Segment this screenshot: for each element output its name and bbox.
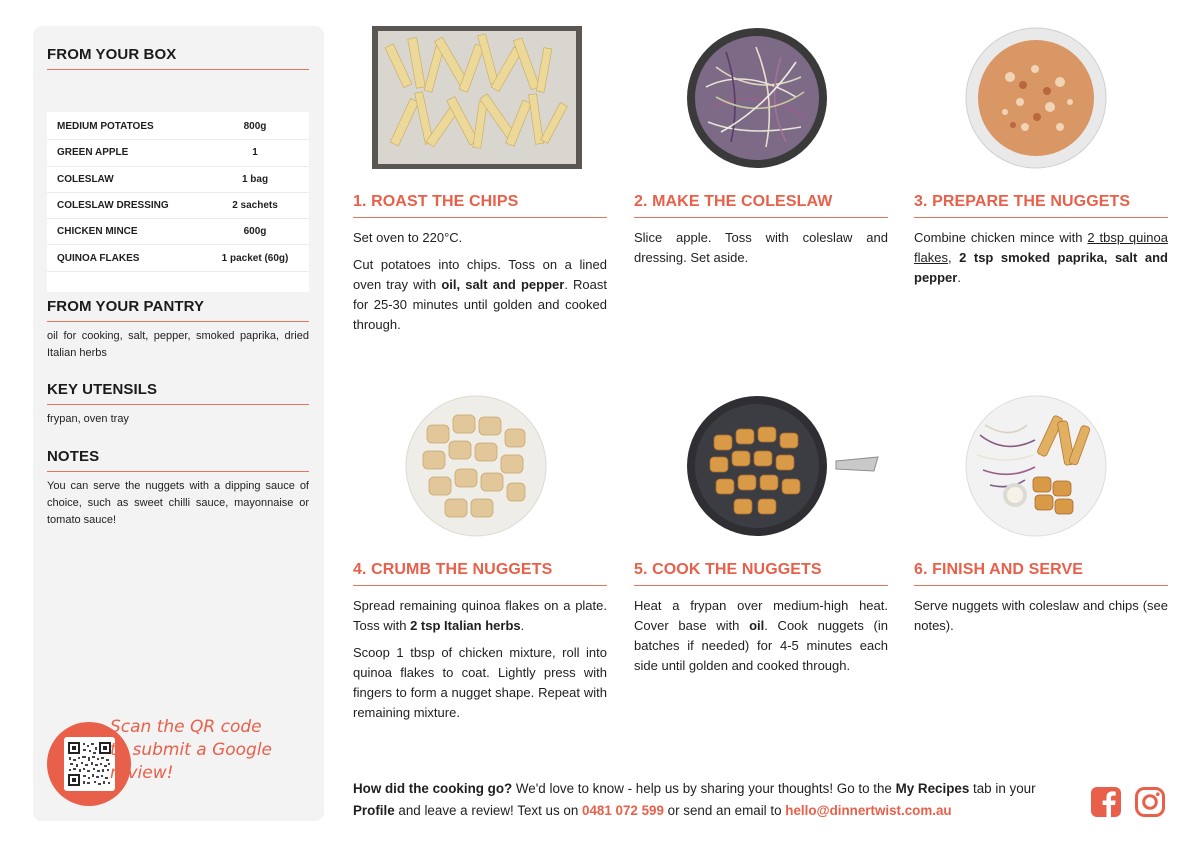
box-item-qty: 600g bbox=[243, 226, 267, 238]
box-item-name: COLESLAW bbox=[57, 173, 114, 185]
utensils-heading: KEY UTENSILS bbox=[47, 381, 309, 405]
step-4-text: Spread remaining quinoa flakes on a plate. Toss with 2 tsp Italian herbs. bbox=[353, 598, 607, 633]
sidebar bbox=[33, 26, 324, 821]
box-item-qty: 800g bbox=[243, 121, 267, 133]
utensils-text: frypan, oven tray bbox=[47, 413, 129, 425]
box-item-row bbox=[47, 140, 309, 166]
step-2-title: 2. MAKE THE COLESLAW bbox=[634, 193, 888, 218]
nugget-mixture-image bbox=[965, 27, 1107, 169]
box-item-name: QUINOA FLAKES bbox=[57, 252, 140, 264]
pantry-heading: FROM YOUR PANTRY bbox=[47, 298, 309, 322]
frypan-nuggets-image bbox=[686, 395, 882, 537]
step-1-body bbox=[353, 228, 607, 342]
finished-plate-image bbox=[965, 395, 1107, 537]
step-1-title: 1. ROAST THE CHIPS bbox=[353, 193, 607, 218]
notes-text: You can serve the nuggets with a dipping sauce of choice, such as sweet chilli sauce, mayonnaise or tomato sauce! bbox=[47, 480, 309, 526]
pantry-section bbox=[47, 298, 309, 362]
roast-chips-image bbox=[372, 26, 582, 169]
box-item-name: GREEN APPLE bbox=[57, 147, 129, 159]
step-1-text: Set oven to 220°C. bbox=[353, 230, 463, 245]
step-6-body bbox=[914, 596, 1168, 643]
step-2-text: Slice apple. Toss with coleslaw and dressing. Set aside. bbox=[634, 230, 888, 265]
utensils-section bbox=[47, 381, 309, 428]
step-3-text: Combine chicken mince with 2 tbsp quinoa flakes, 2 tsp smoked paprika, salt and pepper. bbox=[914, 230, 1168, 285]
box-item-qty: 2 sachets bbox=[232, 200, 278, 212]
step-6-text: Serve nuggets with coleslaw and chips (see notes). bbox=[914, 598, 1168, 633]
box-item-row bbox=[47, 114, 309, 140]
box-items-table bbox=[47, 112, 309, 292]
step-4-title: 4. CRUMB THE NUGGETS bbox=[353, 561, 607, 586]
box-item-qty: 1 bbox=[252, 147, 258, 159]
step-4-text: Scoop 1 tbsp of chicken mixture, roll into quinoa flakes to coat. Lightly press with fingers to form a nugget shape. Repeat with remaining mixture. bbox=[353, 645, 607, 720]
step-3-body bbox=[914, 228, 1168, 295]
box-item-row bbox=[47, 245, 309, 271]
crumbed-nuggets-image bbox=[405, 395, 547, 537]
box-item-row bbox=[47, 167, 309, 193]
feedback-footer: How did the cooking go? We'd love to know - help us by sharing your thoughts! Go to the My Recipes tab in your Profile and leave a review! Text us on 0481 072 599 or send an email to hello@dinnertwist.com.au bbox=[353, 781, 1036, 818]
box-item-qty: 1 bag bbox=[241, 173, 269, 185]
box-item-row bbox=[47, 193, 309, 219]
pantry-text: oil for cooking, salt, pepper, smoked paprika, dried Italian herbs bbox=[47, 330, 309, 359]
instagram-icon[interactable] bbox=[1134, 786, 1166, 818]
box-item-qty: 1 packet (60g) bbox=[221, 252, 289, 264]
box-item-name: COLESLAW DRESSING bbox=[57, 200, 169, 212]
phone-link[interactable]: 0481 072 599 bbox=[582, 803, 664, 818]
notes-heading: NOTES bbox=[47, 448, 309, 472]
step-2-body bbox=[634, 228, 888, 275]
step-5-body bbox=[634, 596, 888, 683]
from-box-section bbox=[47, 46, 309, 70]
step-4-body bbox=[353, 596, 607, 730]
step-6-title: 6. FINISH AND SERVE bbox=[914, 561, 1168, 586]
step-1-text: Cut potatoes into chips. Toss on a lined oven tray with oil, salt and pepper. Roast for 25-30 minutes until golden and cooked through. bbox=[353, 257, 607, 332]
box-item-name: MEDIUM POTATOES bbox=[57, 121, 154, 133]
from-box-heading: FROM YOUR BOX bbox=[47, 46, 309, 70]
coleslaw-image bbox=[686, 27, 828, 169]
email-link[interactable]: hello@dinnertwist.com.au bbox=[785, 803, 952, 818]
qr-review-text: Scan the QR code to submit a Google review! bbox=[110, 717, 273, 783]
box-item-name: CHICKEN MINCE bbox=[57, 226, 138, 238]
facebook-icon[interactable] bbox=[1090, 786, 1122, 818]
qr-code-icon[interactable] bbox=[64, 737, 115, 791]
step-5-title: 5. COOK THE NUGGETS bbox=[634, 561, 888, 586]
step-5-text: Heat a frypan over medium-high heat. Cover base with oil. Cook nuggets (in batches if needed) for 4-5 minutes each side until golden and cooked through. bbox=[634, 598, 888, 673]
notes-section bbox=[47, 448, 309, 529]
box-item-row bbox=[47, 219, 309, 245]
step-3-title: 3. PREPARE THE NUGGETS bbox=[914, 193, 1168, 218]
